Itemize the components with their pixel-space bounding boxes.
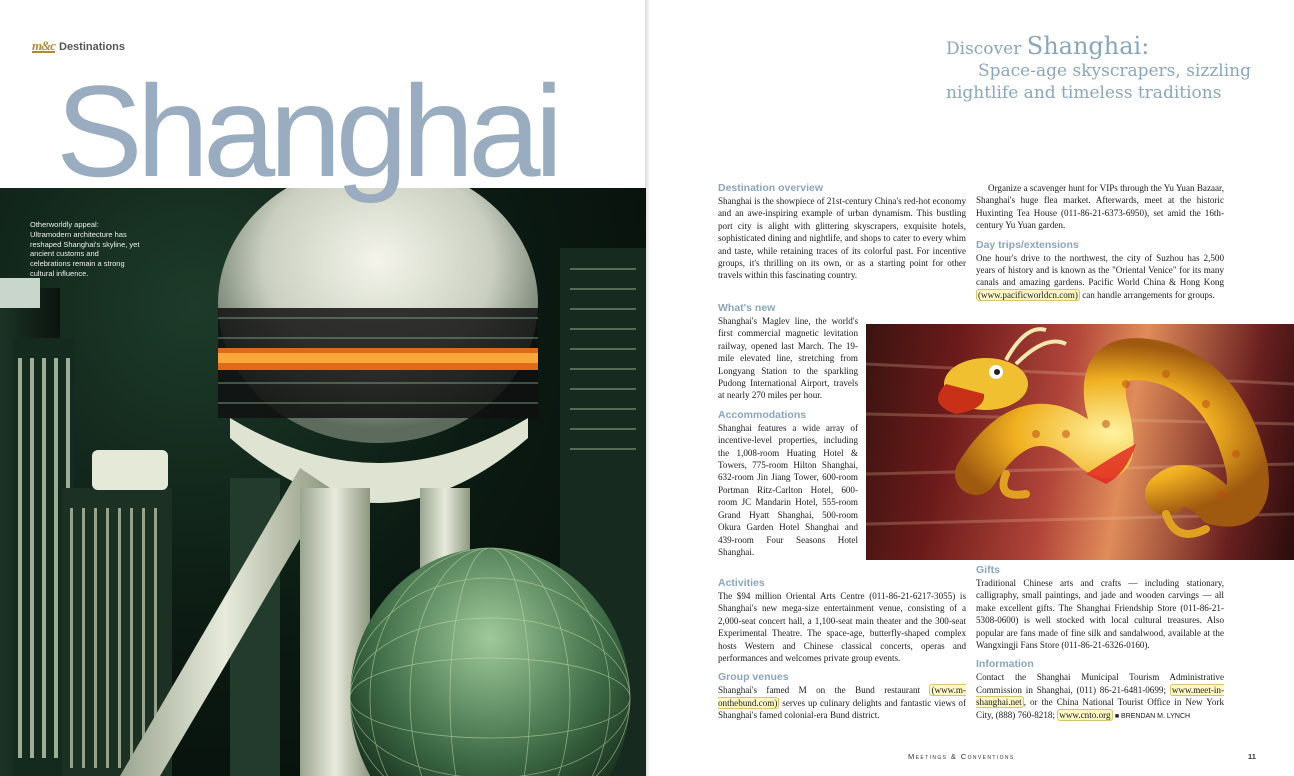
footer-page-number: 11	[1248, 752, 1256, 761]
section-overview	[718, 182, 966, 289]
section-tag	[32, 40, 125, 53]
day-trips-body	[976, 252, 1224, 302]
headline-city: Shanghai:	[1026, 32, 1150, 60]
section-right-top	[976, 182, 1224, 308]
pacific-world-link[interactable]: (www.pacificworldcn.com)	[978, 289, 1078, 300]
headline	[946, 32, 1276, 104]
activities-body: The $94 million Oriental Arts Centre (011-86-21-6217-3055) is Shanghai's new mega-size entertainment venue, consisting of a 2,000-seat concert hall, a 1,100-seat main theater and the 300-seat Experimental Theatre. The space-age, butterfly-shaped complex hosts Western and Chinese classical concerts, operas and performances and welcomes private group events.	[718, 591, 966, 664]
whats-new-heading: What's new	[718, 302, 776, 314]
section-left-bottom	[718, 577, 966, 729]
headline-line-2: Space-age skyscrapers, sizzling	[978, 61, 1251, 81]
group-venues-text-1: Shanghai's famed M on the Bund restaurant	[718, 685, 921, 696]
big-title: Shanghai	[56, 58, 558, 204]
group-venues-body	[718, 684, 966, 721]
headline-line-3: nightlife and timeless traditions	[946, 83, 1222, 103]
gifts-body: Traditional Chinese arts and crafts — including stationary, calligraphy, small paintings, and jade and wooden carvings — all make excellent gifts. The Shanghai Friendship Store (011-86-21-5308-0600) is well stocked with local cultural treasures. Also popular are fans made of fine silk and sandalwood, available at the Wangxingji Fans Store (011-86-21-6326-0160).	[976, 578, 1224, 651]
accommodations-heading: Accommodations	[718, 408, 807, 421]
section-left-narrow	[718, 302, 858, 565]
dragon-photo	[866, 324, 1294, 560]
scavenger-body: Organize a scavenger hunt for VIPs through the Yu Yuan Bazaar, Shanghai's huge flea market. Afterwards, meet at the historic Huxinting Tea House (011-86-21-6373-6950), set amid the 16th-century Yu Yuan garden.	[976, 183, 1224, 231]
dragon-illustration	[866, 324, 1294, 560]
information-text-1: Contact the Shanghai Municipal Tourism Administrative Commission in Shanghai, (011) 86-21-6481-0699;	[976, 672, 1224, 695]
gifts-heading: Gifts	[976, 564, 1000, 576]
day-trips-heading: Day trips/extensions	[976, 238, 1079, 251]
section-tag-label: Destinations	[59, 40, 126, 53]
day-trips-text-2: can handle arrangements for groups.	[1082, 289, 1215, 300]
overview-body: Shanghai is the showpiece of 21st-century China's red-hot economy and an awe-inspiring example of urban dynamism. This bustling port city is alight with glittering skyscrapers, exquisite hotels, sophisticated dining and nightlife, and shops to cater to every whim and taste, while retaining traces of its colorful past. For incentive groups, it's thrilling on its own, or as a starting point for other travels within this fascinating country.	[718, 196, 966, 281]
overview-heading: Destination overview	[718, 182, 824, 194]
headline-line-1	[946, 32, 1276, 60]
whats-new-body: Shanghai's Maglev line, the world's first commercial magnetic levitation railway, opened last March. The 19-mile elevated line, stretching from Longyang Station to the sparkling Pudong International Airport, travels at nearly 270 miles per hour.	[718, 316, 858, 401]
section-right-bottom	[976, 564, 1224, 730]
photo-caption: Otherworldly appeal: Ultramodern architecture has reshaped Shanghai's skyline, yet ancient customs and celebrations remain a strong cultural influence.	[30, 220, 140, 278]
byline: ■ BRENDAN M. LYNCH	[1114, 712, 1191, 720]
mc-logo: m&c	[32, 38, 55, 53]
left-page	[0, 0, 646, 776]
information-text-2: , or the China National Tourist Office in New York City, (888) 760-8218;	[976, 697, 1224, 720]
information-heading: Information	[976, 658, 1034, 671]
meet-in-shanghai-link[interactable]: www.meet-in-shanghai.net	[976, 684, 1224, 708]
accommodations-body: Shanghai features a wide array of incentive-level properties, including the 1,008-room Huating Hotel & Towers, 775-room Hilton Shanghai, 632-room Jin Jiang Tower, 600-room Portman Ritz-Carlton Hotel, 600-room JC Mandarin Hotel, 555-room Grand Hyatt Shanghai, 500-room Okura Garden Hotel Shanghai and 439-room Four Seasons Hotel Shanghai.	[718, 422, 858, 557]
right-page	[650, 0, 1294, 776]
cnto-link[interactable]: www.cnto.org	[1059, 709, 1111, 720]
footer-magazine: Meetings & Conventions	[908, 752, 1015, 761]
m-on-the-bund-link[interactable]: (www.m-onthebund.com)	[718, 685, 966, 708]
group-venues-heading: Group venues	[718, 671, 789, 684]
information-body	[976, 671, 1224, 723]
group-venues-text-2: serves up culinary delights and fantastic views of Shanghai's famed colonial-era Bund district.	[718, 697, 966, 721]
activities-heading: Activities	[718, 577, 765, 589]
headline-prefix: Discover	[946, 39, 1022, 59]
day-trips-text-1: One hour's drive to the northwest, the city of Suzhou has 2,500 years of history and is known as the "Oriental Venice" for its many canals and amazing gardens. Pacific World China & Hong Kong	[976, 252, 1224, 288]
